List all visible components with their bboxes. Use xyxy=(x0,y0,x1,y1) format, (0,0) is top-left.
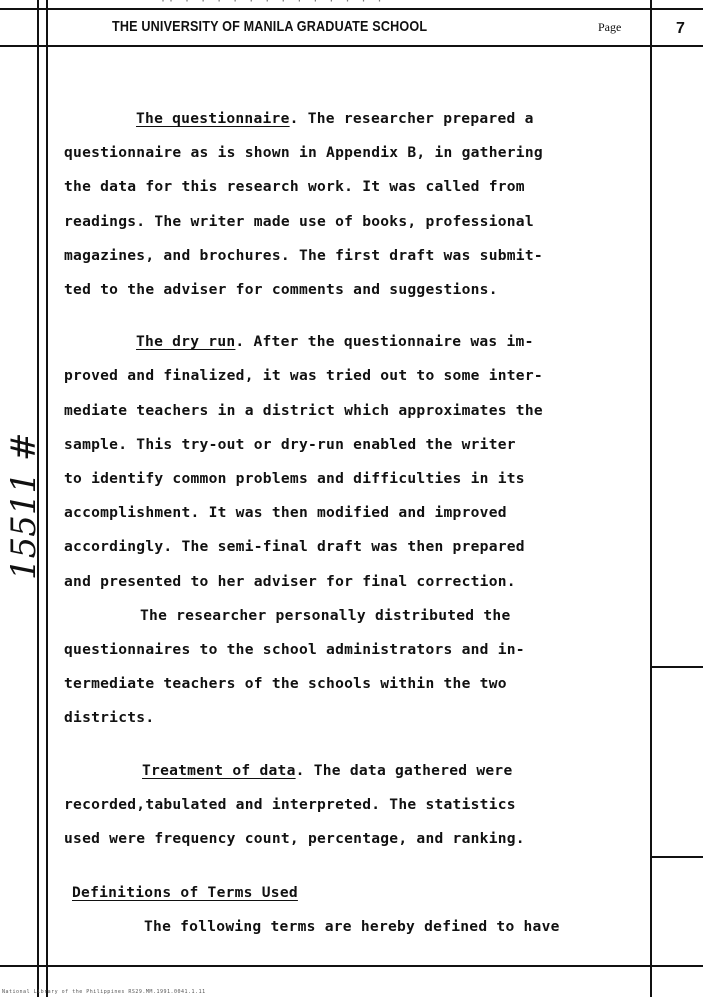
section-heading-definitions: Definitions of Terms Used xyxy=(72,884,298,902)
paragraph-line: questionnaire as is shown in Appendix B, in gathering xyxy=(64,144,543,162)
paragraph-line: The researcher personally distributed the xyxy=(140,606,511,624)
paragraph-line xyxy=(64,876,632,910)
paragraph-line: The dry run. After the questionnaire was im- xyxy=(136,333,534,351)
paragraph-line: The following terms are hereby defined to have xyxy=(144,918,560,936)
paragraph-line: used were frequency count, percentage, and ranking. xyxy=(64,830,525,848)
header-rule xyxy=(0,45,703,47)
paragraph-line: ted to the adviser for comments and suggestions. xyxy=(64,281,498,299)
top-stamp: ·· · · · · · · · · · · · · · xyxy=(160,0,385,7)
paragraph-line: questionnaires to the school administrators and in- xyxy=(64,641,525,659)
paragraph-line: districts. xyxy=(64,709,155,727)
paragraph-line: proved and finalized, it was tried out to some inter- xyxy=(64,367,543,385)
right-margin-line xyxy=(650,0,652,997)
paragraph-line: to identify common problems and difficulties in its xyxy=(64,470,525,488)
paragraph-line: The questionnaire. The researcher prepared a xyxy=(136,110,534,127)
section-heading-questionnaire: The questionnaire xyxy=(136,110,290,127)
document-body xyxy=(64,102,632,945)
right-tick-2 xyxy=(652,856,703,858)
handwritten-margin-note: 15511 # xyxy=(4,432,44,580)
paragraph-line: the data for this research work. It was called from xyxy=(64,178,525,196)
left-margin-line-inner xyxy=(46,0,48,997)
paragraph-line: readings. The writer made use of books, professional xyxy=(64,212,534,230)
archive-footer-note: National Library of the Philippines RS29.MM.1991.0041.1.11 xyxy=(2,989,206,995)
paragraph-line: mediate teachers in a district which approximates the xyxy=(64,401,543,419)
page-header-title: THE UNIVERSITY OF MANILA GRADUATE SCHOOL xyxy=(112,18,428,35)
paragraph-line: recorded,tabulated and interpreted. The statistics xyxy=(64,795,516,813)
right-tick-1 xyxy=(652,666,703,668)
page-number: 7 xyxy=(676,20,685,37)
bottom-rule xyxy=(0,965,703,967)
paragraph-line: Treatment of data. The data gathered were xyxy=(142,761,513,779)
section-heading-treatment: Treatment of data xyxy=(142,761,296,779)
paragraph-line: and presented to her adviser for final correction. xyxy=(64,572,516,590)
page-label: Page xyxy=(598,20,622,34)
paragraph-line: accomplishment. It was then modified and improved xyxy=(64,504,507,522)
paragraph-line: sample. This try-out or dry-run enabled the writer xyxy=(64,435,516,453)
section-heading-dry-run: The dry run xyxy=(136,333,236,351)
top-rule xyxy=(0,8,703,10)
paragraph-line: magazines, and brochures. The first draft was submit- xyxy=(64,246,543,264)
paragraph-line: termediate teachers of the schools within the two xyxy=(64,675,507,693)
paragraph-line: accordingly. The semi-final draft was then prepared xyxy=(64,538,525,556)
